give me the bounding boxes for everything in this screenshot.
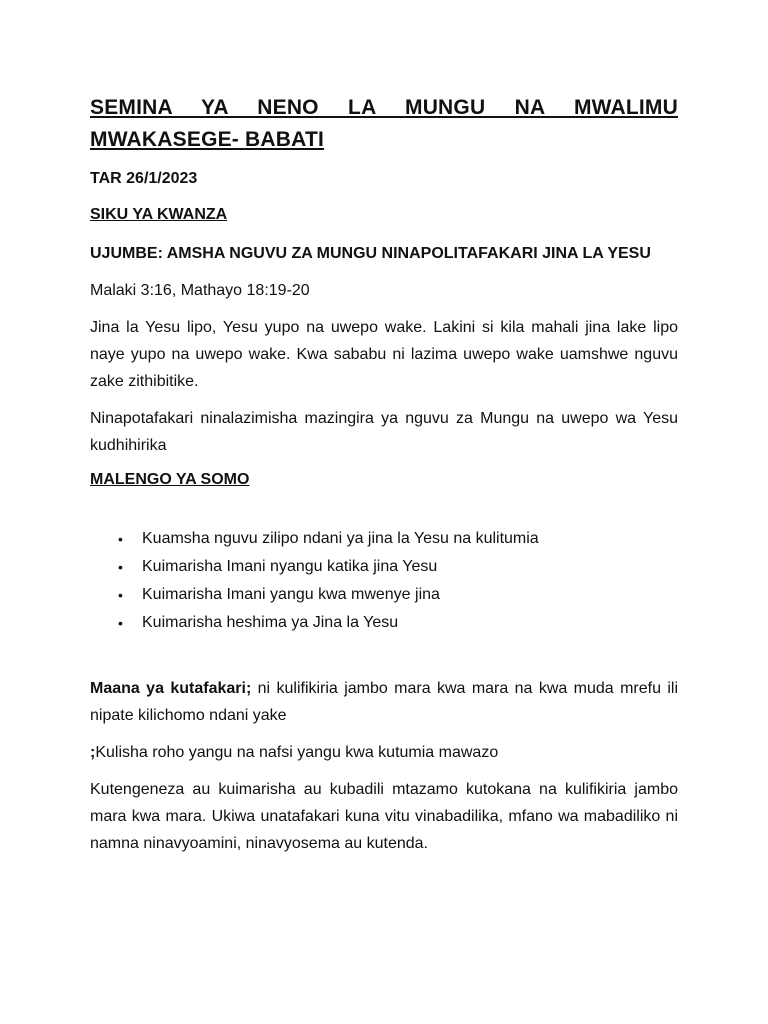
meaning-text: ni kulifikiria jambo mara kwa mara na kwa muda mrefu ili nipate kilichomo ndani yake [90, 680, 679, 724]
seminar-date: TAR 26/1/2023 [90, 170, 198, 187]
nourish-text: Kulisha roho yangu na nafsi yangu kwa kutumia mawazo [95, 744, 499, 761]
meaning-label: Maana ya kutafakari; [90, 680, 252, 697]
list-item [118, 553, 678, 581]
goal-text: Kuamsha nguvu zilipo ndani ya jina la Yesu na kulitumia [142, 530, 539, 547]
list-item [118, 581, 678, 609]
bullet-icon: • [118, 587, 123, 603]
document-title: SEMINA YA NENO LA MUNGU NA MWALIMU MWAKASEGE- BABATI [90, 96, 678, 151]
bullet-icon: • [118, 559, 123, 575]
semicolon-mark: ; [90, 744, 96, 761]
paragraph-ninapotafakari: Ninapotafakari ninalazimisha mazingira ya nguvu za Mungu na uwepo wa Yesu kudhihirika [90, 410, 678, 454]
goals-list [90, 525, 678, 637]
paragraph-final: Kutengeneza au kuimarisha au kubadili mtazamo kutokana na kulifikiria jambo mara kwa mara. Ukiwa unatafakari kuna vitu vinabadilika, mfano wa mabadiliko ni namna ninavyoamini, ninavyosema au kutenda. [90, 781, 678, 852]
goals-heading: MALENGO YA SOMO [90, 471, 250, 488]
list-item [118, 525, 678, 553]
list-item [118, 609, 678, 637]
paragraph-jina-la-yesu: Jina la Yesu lipo, Yesu yupo na uwepo wake. Lakini si kila mahali jina lake lipo naye yupo na uwepo wake. Kwa sababu ni lazima uwepo wake uamshwe nguvu zake zithibitike. [90, 319, 678, 390]
paragraph-nourish [90, 739, 678, 766]
bullet-icon: • [118, 531, 123, 547]
goal-text: Kuimarisha Imani yangu kwa mwenye jina [142, 586, 440, 603]
goal-text: Kuimarisha Imani nyangu katika jina Yesu [142, 558, 438, 575]
bullet-icon: • [118, 615, 123, 631]
paragraph-meaning [90, 675, 678, 729]
message-heading: UJUMBE: AMSHA NGUVU ZA MUNGU NINAPOLITAFAKARI JINA LA YESU [90, 245, 651, 262]
scripture-reference: Malaki 3:16, Mathayo 18:19-20 [90, 282, 310, 299]
goal-text: Kuimarisha heshima ya Jina la Yesu [142, 614, 399, 631]
day-heading: SIKU YA KWANZA [90, 206, 228, 223]
